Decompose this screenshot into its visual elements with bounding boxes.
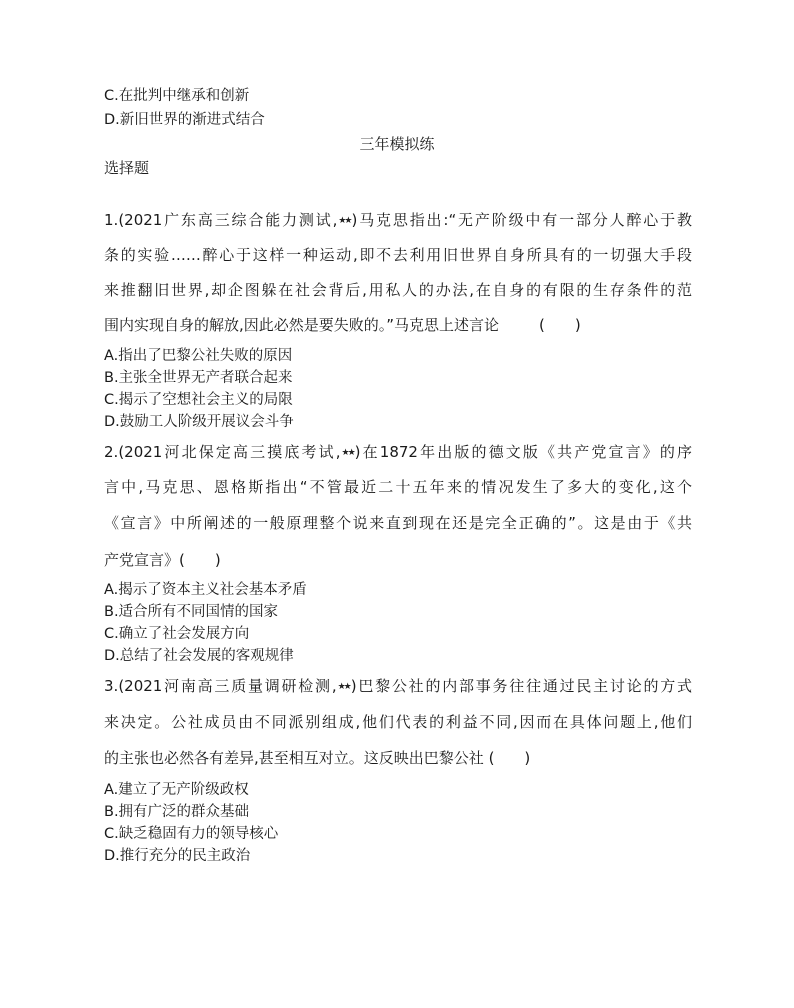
section-title: 三年模拟练 bbox=[359, 135, 435, 153]
question-2-stem-end: 产党宣言》 bbox=[104, 551, 180, 569]
prev-option-d: D.新旧世界的渐进式结合 bbox=[104, 112, 265, 128]
question-3-stem-end: 的主张也必然各有差异,甚至相互对立。这反映出巴黎公社 bbox=[104, 749, 484, 767]
question-1-stem-end: 围内实现自身的解放,因此必然是要失败的。”马克思上述言论 bbox=[104, 316, 500, 334]
question-1-option-c: C.揭示了空想社会主义的局限 bbox=[104, 392, 293, 408]
question-2-option-a: A.揭示了资本主义社会基本矛盾 bbox=[104, 582, 307, 598]
question-1-source: (2021广东高三综合能力测试, bbox=[118, 211, 338, 229]
question-1-option-b: B.主张全世界无产者联合起来 bbox=[104, 370, 293, 386]
question-1-option-d: D.鼓励工人阶级开展议会斗争 bbox=[104, 414, 294, 430]
question-1-stem-line-2: 条的实验……醉心于这样一种运动,即不去利用旧世界自身所具有的一切强大手段 bbox=[104, 246, 692, 264]
star-rating-icon: ★★ bbox=[338, 216, 351, 226]
question-2-option-b: B.适合所有不同国情的国家 bbox=[104, 604, 279, 620]
question-3-answer-blank: ( ) bbox=[488, 749, 531, 767]
question-3-source: (2021河南高三质量调研检测, bbox=[118, 677, 337, 695]
question-3-option-b: B.拥有广泛的群众基础 bbox=[104, 804, 250, 820]
question-2-source: (2021河北保定高三摸底考试, bbox=[118, 443, 341, 461]
section-subtitle: 选择题 bbox=[104, 159, 150, 177]
star-rating-icon: ★★ bbox=[337, 682, 350, 692]
question-1-stem-line-3: 来推翻旧世界,却企图躲在社会背后,用私人的办法,在自身的有限的生存条件的范 bbox=[104, 281, 692, 299]
question-3-stem-start: )巴黎公社的内部事务往往通过民主讨论的方式 bbox=[350, 677, 693, 695]
question-2-stem-start: )在1872年出版的德文版《共产党宣言》的序 bbox=[354, 443, 693, 461]
question-2-option-c: C.确立了社会发展方向 bbox=[104, 626, 250, 642]
question-2-stem-line-4 bbox=[104, 550, 221, 570]
question-3-stem-line-3 bbox=[104, 748, 530, 768]
question-1-number: 1. bbox=[104, 211, 119, 229]
question-1-stem-line-4 bbox=[104, 315, 581, 335]
question-3-option-c: C.缺乏稳固有力的领导核心 bbox=[104, 826, 279, 842]
question-1-option-a: A.指出了巴黎公社失败的原因 bbox=[104, 348, 293, 364]
prev-option-c: C.在批判中继承和创新 bbox=[104, 88, 250, 104]
question-2-stem-line-3: 《宣言》中所阐述的一般原理整个说来直到现在还是完全正确的”。这是由于《共 bbox=[104, 514, 692, 532]
star-rating-icon: ★★ bbox=[341, 448, 354, 458]
question-2-number: 2. bbox=[104, 443, 119, 461]
question-3-option-a: A.建立了无产阶级政权 bbox=[104, 782, 249, 798]
question-1-answer-blank: ( ) bbox=[539, 316, 581, 334]
question-3-option-d: D.推行充分的民主政治 bbox=[104, 848, 251, 864]
question-2-stem-line-2: 言中,马克思、恩格斯指出“不管最近二十五年来的情况发生了多大的变化,这个 bbox=[104, 478, 692, 496]
question-3-stem-line-2: 来决定。公社成员由不同派别组成,他们代表的利益不同,因而在具体问题上,他们 bbox=[104, 713, 692, 731]
question-2-option-d: D.总结了社会发展的客观规律 bbox=[104, 648, 294, 664]
question-3-stem-line-1 bbox=[104, 676, 692, 697]
question-1-stem-line-1 bbox=[104, 210, 692, 231]
question-3-number: 3. bbox=[104, 677, 119, 695]
question-2-answer-blank: ( ) bbox=[179, 551, 221, 569]
question-2-stem-line-1 bbox=[104, 442, 692, 463]
question-1-stem-start: )马克思指出:“无产阶级中有一部分人醉心于教 bbox=[351, 211, 692, 229]
